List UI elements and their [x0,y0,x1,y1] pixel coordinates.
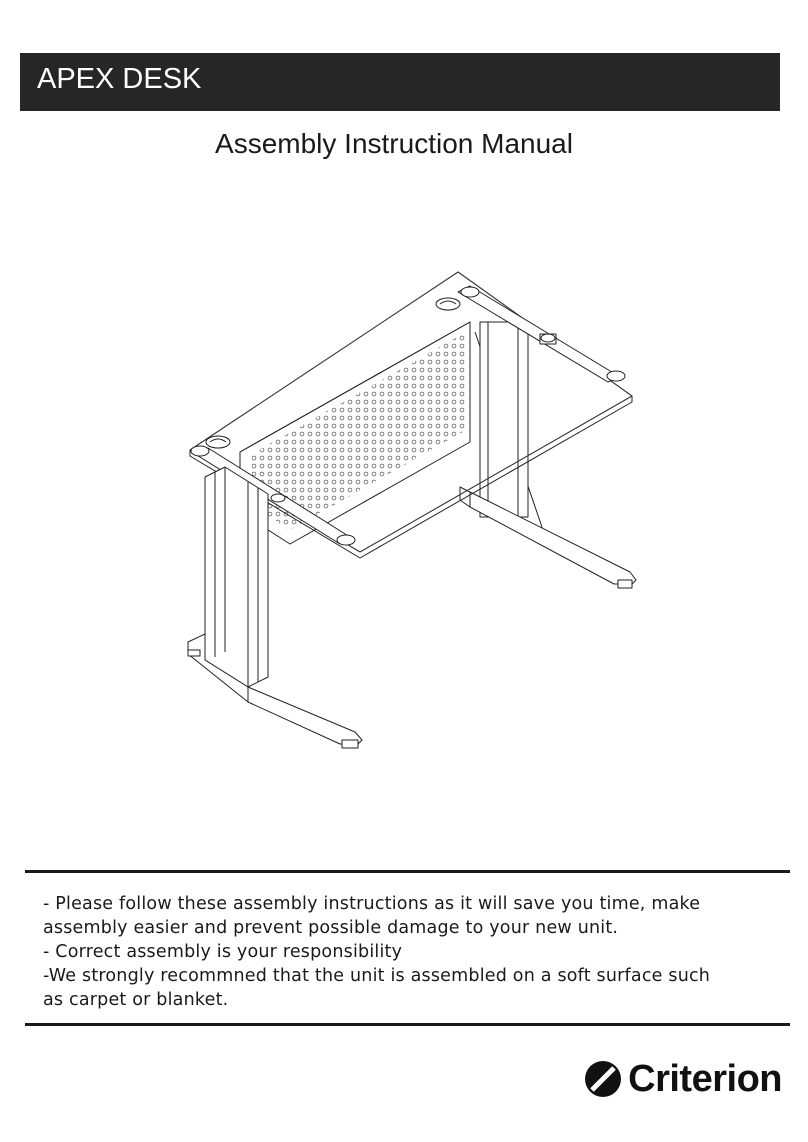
note-line: - Please follow these assembly instructions as it will save you time, make [43,894,701,914]
brand-name: Criterion [628,1057,782,1100]
product-name: APEX DESK [37,63,202,95]
note-line: as carpet or blanket. [43,990,229,1010]
desk-illustration [170,262,640,752]
note-line: -We strongly recommned that the unit is assembled on a soft surface such [43,966,711,986]
brand-logo [584,1058,782,1100]
manual-subtitle: Assembly Instruction Manual [215,128,573,159]
criterion-logo-icon [584,1060,622,1098]
note-line: assembly easier and prevent possible damage to your new unit. [43,918,619,938]
divider-top [25,870,790,873]
assembly-notes [43,892,783,1012]
divider-bottom [25,1023,790,1026]
title-bar [20,53,780,111]
note-line: - Correct assembly is your responsibility [43,942,403,962]
